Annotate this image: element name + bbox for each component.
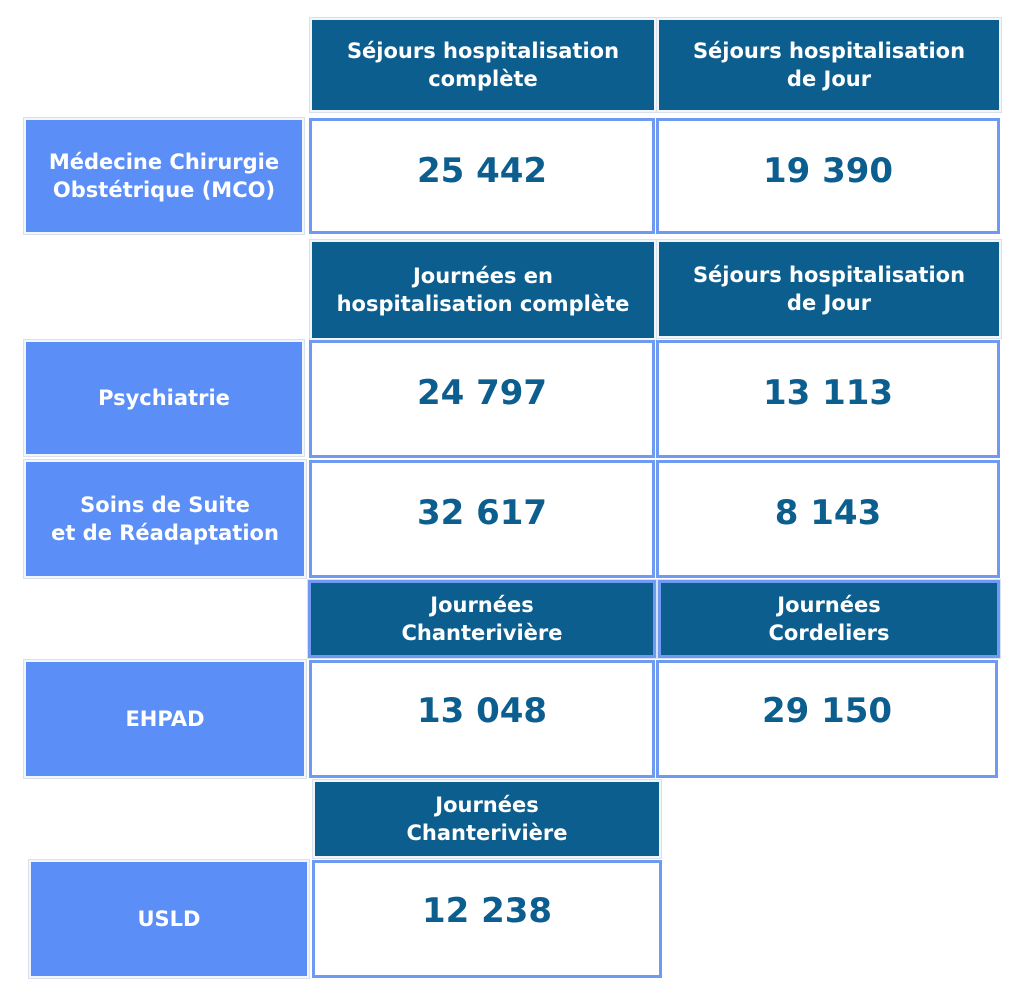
psychiatrie-value-complete — [309, 340, 655, 458]
psy-header-complete — [310, 240, 656, 340]
row-label-psychiatrie-text: Psychiatrie — [98, 386, 230, 410]
usld-header-chanteriviere-text: Journées Chanterivière — [406, 793, 568, 845]
mco-header-jour — [657, 18, 1001, 112]
row-label-mco — [24, 118, 304, 234]
mco-header-jour-text: Séjours hospitalisation de Jour — [692, 39, 966, 91]
mco-value-complete-text: 25 442 — [416, 151, 548, 191]
mco-value-complete — [309, 118, 655, 234]
psy-header-jour — [657, 240, 1001, 338]
row-label-usld-text: USLD — [137, 907, 201, 931]
ehpad-header-cordeliers — [658, 580, 1000, 658]
row-label-ehpad — [24, 660, 306, 778]
psychiatrie-value-jour-text: 13 113 — [762, 373, 894, 413]
mco-value-jour-text: 19 390 — [762, 151, 894, 191]
ssr-value-jour — [656, 460, 1000, 578]
row-label-mco-text: Médecine Chirurgie Obstétrique (MCO) — [48, 150, 280, 202]
psychiatrie-value-complete-text: 24 797 — [416, 373, 548, 413]
row-label-ehpad-text: EHPAD — [125, 707, 205, 731]
ssr-value-complete — [309, 460, 655, 578]
mco-header-complete — [310, 18, 656, 112]
ehpad-value-cordeliers — [656, 660, 998, 778]
mco-value-jour — [656, 118, 1000, 234]
ehpad-header-chanteriviere-text: Journées Chanterivière — [401, 593, 563, 645]
ssr-value-complete-text: 32 617 — [416, 493, 548, 533]
ssr-value-jour-text: 8 143 — [774, 493, 882, 533]
row-label-ssr — [24, 460, 306, 578]
ehpad-header-cordeliers-text: Journées Cordeliers — [768, 593, 890, 645]
ehpad-value-chanteriviere-text: 13 048 — [416, 691, 548, 731]
usld-header-chanteriviere — [313, 780, 661, 858]
psy-header-jour-text: Séjours hospitalisation de Jour — [692, 263, 966, 315]
ehpad-value-cordeliers-text: 29 150 — [761, 691, 893, 731]
row-label-ssr-text: Soins de Suite et de Réadaptation — [51, 493, 279, 545]
mco-header-complete-text: Séjours hospitalisation complète — [346, 39, 620, 91]
row-label-psychiatrie — [24, 340, 304, 456]
ehpad-header-chanteriviere — [308, 580, 656, 658]
psychiatrie-value-jour — [656, 340, 1000, 458]
usld-value-chanteriviere — [312, 860, 662, 978]
row-label-usld — [29, 860, 309, 978]
ehpad-value-chanteriviere — [309, 660, 655, 778]
psy-header-complete-text: Journées en hospitalisation complète — [336, 264, 630, 316]
usld-value-chanteriviere-text: 12 238 — [421, 891, 553, 931]
